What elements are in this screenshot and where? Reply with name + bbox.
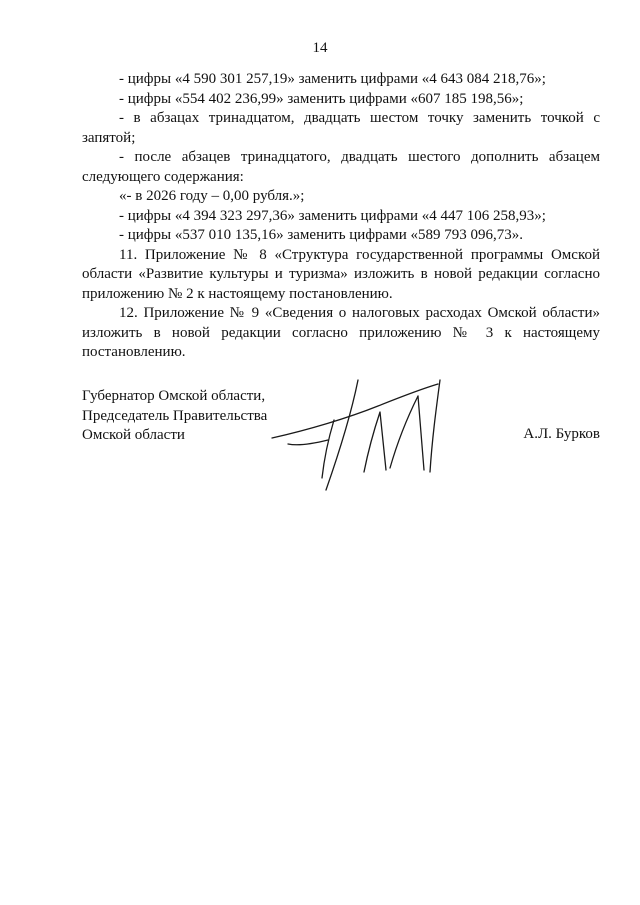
- paragraph: - цифры «554 402 236,99» заменить цифрами «607 185 198,56»;: [119, 90, 524, 107]
- signatory-title: [82, 387, 267, 446]
- paragraph: «- в 2026 году – 0,00 рубля.»;: [119, 188, 305, 204]
- paragraph: - в абзацах тринадцатом, двадцать шестом точку заменить точкой с запятой;: [82, 110, 600, 146]
- signatory-title-line: Губернатор Омской области,: [82, 388, 266, 404]
- signatory-title-line: Омской области: [82, 427, 185, 443]
- paragraph: 12. Приложение № 9 «Сведения о налоговых расходах Омской области» изложить в новой редакции согласно приложению № 3 к настоящему постановлению.: [82, 305, 600, 360]
- paragraph: - цифры «537 010 135,16» заменить цифрами «589 793 096,73».: [119, 227, 523, 243]
- page-number: 14: [312, 40, 328, 56]
- document-body: [82, 70, 600, 363]
- paragraph: - после абзацев тринадцатого, двадцать шестого дополнить абзацем следующего содержания:: [82, 149, 600, 185]
- signatory-title-line: Председатель Правительства: [82, 407, 268, 424]
- handwritten-signature-icon: [268, 360, 468, 500]
- paragraph: - цифры «4 394 323 297,36» заменить цифрами «4 447 106 258,93»;: [119, 207, 546, 224]
- paragraph: - цифры «4 590 301 257,19» заменить цифрами «4 643 084 218,76»;: [119, 71, 546, 87]
- paragraph: 11. Приложение № 8 «Структура государственной программы Омской области «Развитие культуры и туризма» изложить в новой редакции согласно приложению № 2 к настоящему постановлению.: [82, 246, 600, 302]
- signer-name: А.Л. Бурков: [523, 426, 600, 442]
